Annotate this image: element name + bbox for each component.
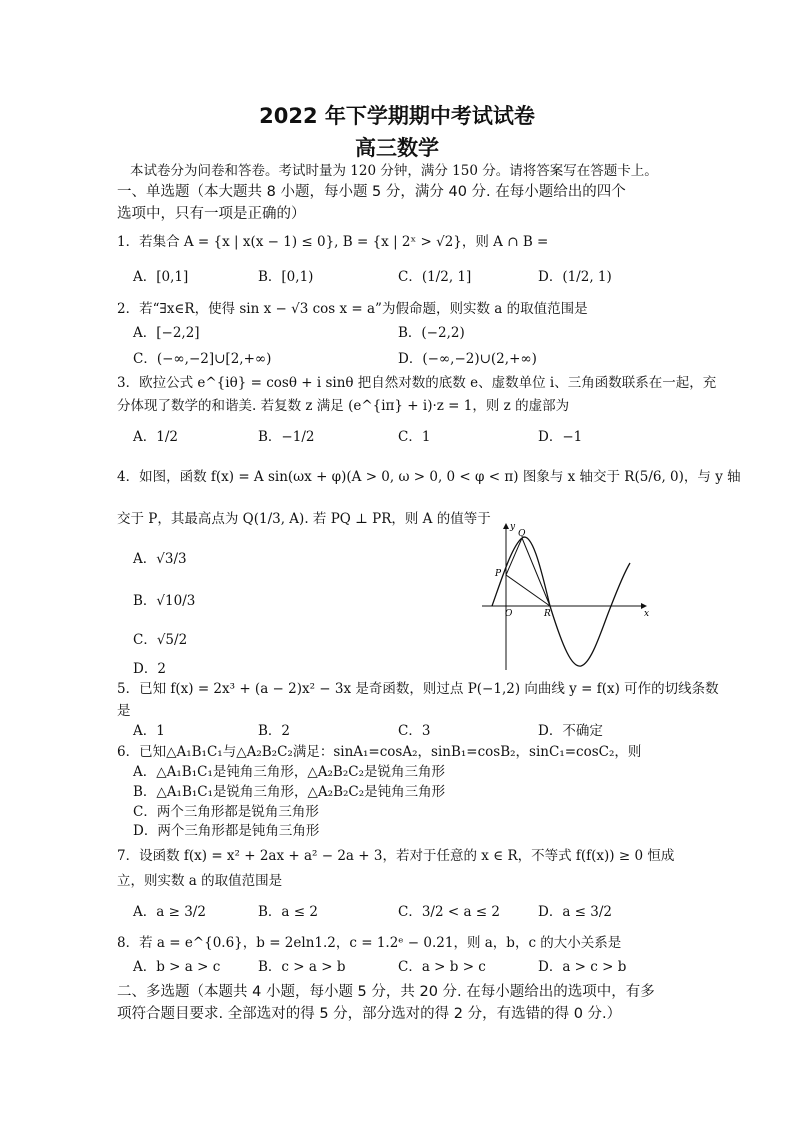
q7-option-d: D．a ≤ 3/2 [538, 904, 612, 920]
q7-option-b: B．a ≤ 2 [258, 904, 318, 920]
q6-stem: 6．已知△A₁B₁C₁与△A₂B₂C₂满足：sinA₁=cosA₂，sinB₁=cosB₂，sinC₁=cosC₂，则 [117, 744, 642, 760]
section2-header-2: 项符合题目要求. 全部选对的得 5 分，部分选对的得 2 分，有选错的得 0 分.） [117, 1006, 622, 1022]
q4-option-b: B．√10/3 [133, 593, 196, 609]
q6-option-a: A．△A₁B₁C₁是钝角三角形，△A₂B₂C₂是锐角三角形 [133, 764, 445, 780]
q3-stem-2: 分体现了数学的和谐美. 若复数 z 满足 (e^{iπ} + i)·z = 1，则 z 的虚部为 [117, 398, 570, 414]
q2-option-a: A．[−2,2] [133, 325, 200, 341]
q5-option-c: C．3 [398, 723, 431, 739]
exam-subject: 高三数学 [355, 136, 439, 160]
q1-option-d: D．(1/2, 1) [538, 269, 612, 285]
q7-stem-1: 7．设函数 f(x) = x² + 2ax + a² − 2a + 3，若对于任意的 x ∈ R，不等式 f(f(x)) ≥ 0 恒成 [117, 848, 675, 864]
q4-option-a: A．√3/3 [133, 551, 187, 567]
q5-stem-2: 是 [117, 703, 131, 719]
point-q-label: Q [518, 529, 526, 539]
q8-option-b: B．c > a > b [258, 959, 346, 975]
q3-option-c: C．1 [398, 429, 431, 445]
q2-option-b: B．(−2,2) [398, 325, 465, 341]
q4-stem-1: 4．如图，函数 f(x) = A sin(ωx + φ)(A > 0, ω > 0, 0 < φ < π) 图象与 x 轴交于 R(5/6, 0)，与 y 轴 [117, 469, 741, 485]
q5-option-a: A．1 [133, 723, 165, 739]
q6-option-b: B．△A₁B₁C₁是锐角三角形，△A₂B₂C₂是钝角三角形 [133, 784, 446, 800]
q2-option-c: C．(−∞,−2]∪[2,+∞) [133, 351, 272, 367]
q5-option-b: B．2 [258, 723, 291, 739]
q5-stem-1: 5．已知 f(x) = 2x³ + (a − 2)x² − 3x 是奇函数，则过点 P(−1,2) 向曲线 y = f(x) 可作的切线条数 [117, 681, 719, 697]
q8-stem: 8．若 a = e^{0.6}，b = 2eln1.2，c = 1.2ᵉ − 0.21，则 a，b，c 的大小关系是 [117, 935, 622, 951]
q7-option-c: C．3/2 < a ≤ 2 [398, 904, 500, 920]
q1-option-c: C．(1/2, 1] [398, 269, 472, 285]
q7-stem-2: 立，则实数 a 的取值范围是 [117, 873, 283, 889]
section1-header-2: 选项中，只有一项是正确的） [117, 206, 306, 222]
section2-header-1: 二、多选题（本题共 4 小题，每小题 5 分，共 20 分. 在每小题给出的选项中，有多 [117, 984, 655, 1000]
exam-intro: 本试卷分为问卷和答卷。考试时量为 120 分钟，满分 150 分。请将答案写在答题卡上。 [130, 163, 658, 179]
q3-option-a: A．1/2 [133, 429, 178, 445]
q4-option-c: C．√5/2 [133, 632, 188, 648]
q5-option-d: D．不确定 [538, 723, 603, 739]
q8-option-d: D．a > c > b [538, 959, 627, 975]
q6-option-c: C．两个三角形都是锐角三角形 [133, 804, 319, 820]
q1-option-a: A．[0,1] [133, 269, 189, 285]
q8-option-a: A．b > a > c [133, 959, 221, 975]
q4-stem-2: 交于 P，其最高点为 Q(1/3, A). 若 PQ ⊥ PR，则 A 的值等于 [117, 511, 491, 527]
q1-option-b: B．[0,1) [258, 269, 314, 285]
q7-option-a: A．a ≥ 3/2 [133, 904, 206, 920]
q2-option-d: D．(−∞,−2)∪(2,+∞) [398, 351, 537, 367]
q8-option-c: C．a > b > c [398, 959, 486, 975]
exam-title: 2022 年下学期期中考试试卷 [259, 104, 535, 128]
q6-option-d: D．两个三角形都是钝角三角形 [133, 823, 320, 839]
origin-label: O [505, 609, 513, 619]
sine-graph-figure [478, 518, 656, 674]
q3-option-b: B．−1/2 [258, 429, 315, 445]
segment-pq [506, 538, 522, 575]
sine-curve [492, 537, 630, 666]
x-axis-label: x [644, 609, 650, 619]
q1-stem: 1．若集合 A = {x | x(x − 1) ≤ 0}, B = {x | 2ˣ > √2}，则 A ∩ B = [117, 234, 549, 250]
section1-header-1: 一、单选题（本大题共 8 小题，每小题 5 分，满分 40 分. 在每小题给出的四个 [117, 184, 626, 200]
point-p-label: P [495, 569, 502, 579]
point-r-label: R [544, 609, 551, 619]
y-axis-label: y [510, 522, 516, 532]
q3-option-d: D．−1 [538, 429, 583, 445]
q3-stem-1: 3．欧拉公式 e^{iθ} = cosθ + i sinθ 把自然对数的底数 e、虚数单位 i、三角函数联系在一起，充 [117, 375, 717, 391]
q4-option-d: D．2 [133, 661, 166, 677]
q2-stem: 2．若“∃x∈R，使得 sin x − √3 cos x = a”为假命题，则实数 a 的取值范围是 [117, 301, 588, 317]
